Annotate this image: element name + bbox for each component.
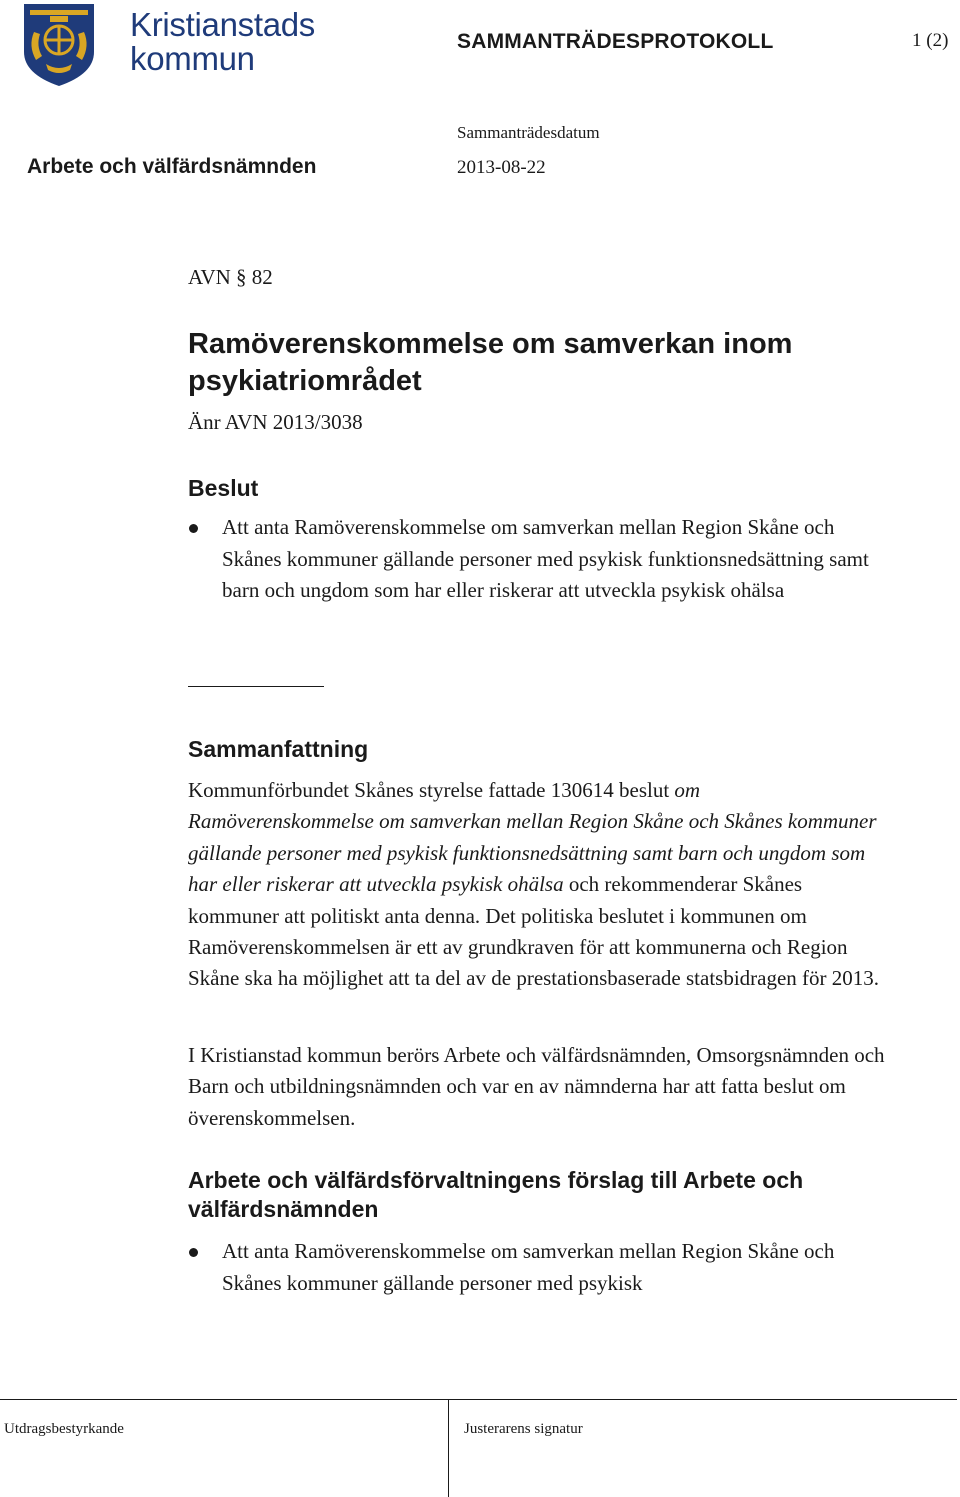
logo-wordmark	[130, 8, 315, 76]
board-name: Arbete och välfärdsnämnden	[27, 155, 317, 178]
case-number: Änr AVN 2013/3038	[188, 410, 363, 434]
summary-paragraph-1	[188, 775, 888, 995]
summary-paragraph-2: I Kristianstad kommun berörs Arbete och välfärdsnämnden, Omsorgsnämnden och Barn och utbildningsnämnden och var en av nämnderna har att fatta beslut om överenskommelsen.	[188, 1043, 885, 1130]
extract-certification-label: Utdragsbestyrkande	[4, 1421, 124, 1437]
document-title: SAMMANTRÄDESPROTOKOLL	[457, 30, 774, 53]
footer-divider	[448, 1399, 449, 1497]
meeting-date: 2013-08-22	[457, 157, 546, 178]
summary-p1-italic: om Ramöverenskommelse om samverkan mellan Region Skåne och Skånes kommuner gällande personer med psykisk funktionsnedsättning samt barn och ungdom som har eller riskerar att utveckla psykisk ohälsa	[188, 778, 877, 897]
decision-heading: Beslut	[188, 475, 259, 501]
meeting-date-label: Sammanträdesdatum	[457, 123, 600, 142]
bullet-icon	[189, 524, 198, 533]
municipality-logo	[20, 2, 316, 88]
adjuster-signature-label: Justerarens signatur	[464, 1421, 583, 1437]
decision-bullet-text: Att anta Ramöverenskommelse om samverkan mellan Region Skåne och Skånes kommuner gällande personer med psykisk funktionsnedsättning samt barn och ungdom som har eller riskerar att utveckla psykisk ohälsa	[222, 515, 869, 602]
bullet-icon	[189, 1248, 198, 1257]
divider	[188, 686, 324, 687]
summary-heading: Sammanfattning	[188, 736, 369, 762]
logo-line2: kommun	[130, 40, 255, 77]
summary-p1-end: och rekommenderar Skånes kommuner att politiskt anta denna. Det politiska beslutet i kommunen om Ramöverenskommelsen är ett av grundkraven för att kommunerna och Region Skåne ska ha möjlighet att ta del av de prestationsbaserade statsbidragen för 2013.	[188, 872, 880, 991]
summary-p1-start: Kommunförbundet Skånes styrelse fattade 130614 beslut	[188, 778, 675, 802]
page-title: Ramöverenskommelse om samverkan inom psykiatriområdet	[188, 328, 793, 397]
coat-of-arms-icon	[20, 2, 98, 88]
proposal-bullet-text: Att anta Ramöverenskommelse om samverkan mellan Region Skåne och Skånes kommuner gällande personer med psykisk	[222, 1239, 835, 1295]
logo-line1: Kristianstads	[130, 6, 316, 43]
footer-rule	[0, 1399, 957, 1400]
page-number: 1 (2)	[912, 30, 949, 51]
proposal-heading: Arbete och välfärdsförvaltningens förslag till Arbete och välfärdsnämnden	[188, 1167, 804, 1222]
section-reference: AVN § 82	[188, 265, 273, 289]
